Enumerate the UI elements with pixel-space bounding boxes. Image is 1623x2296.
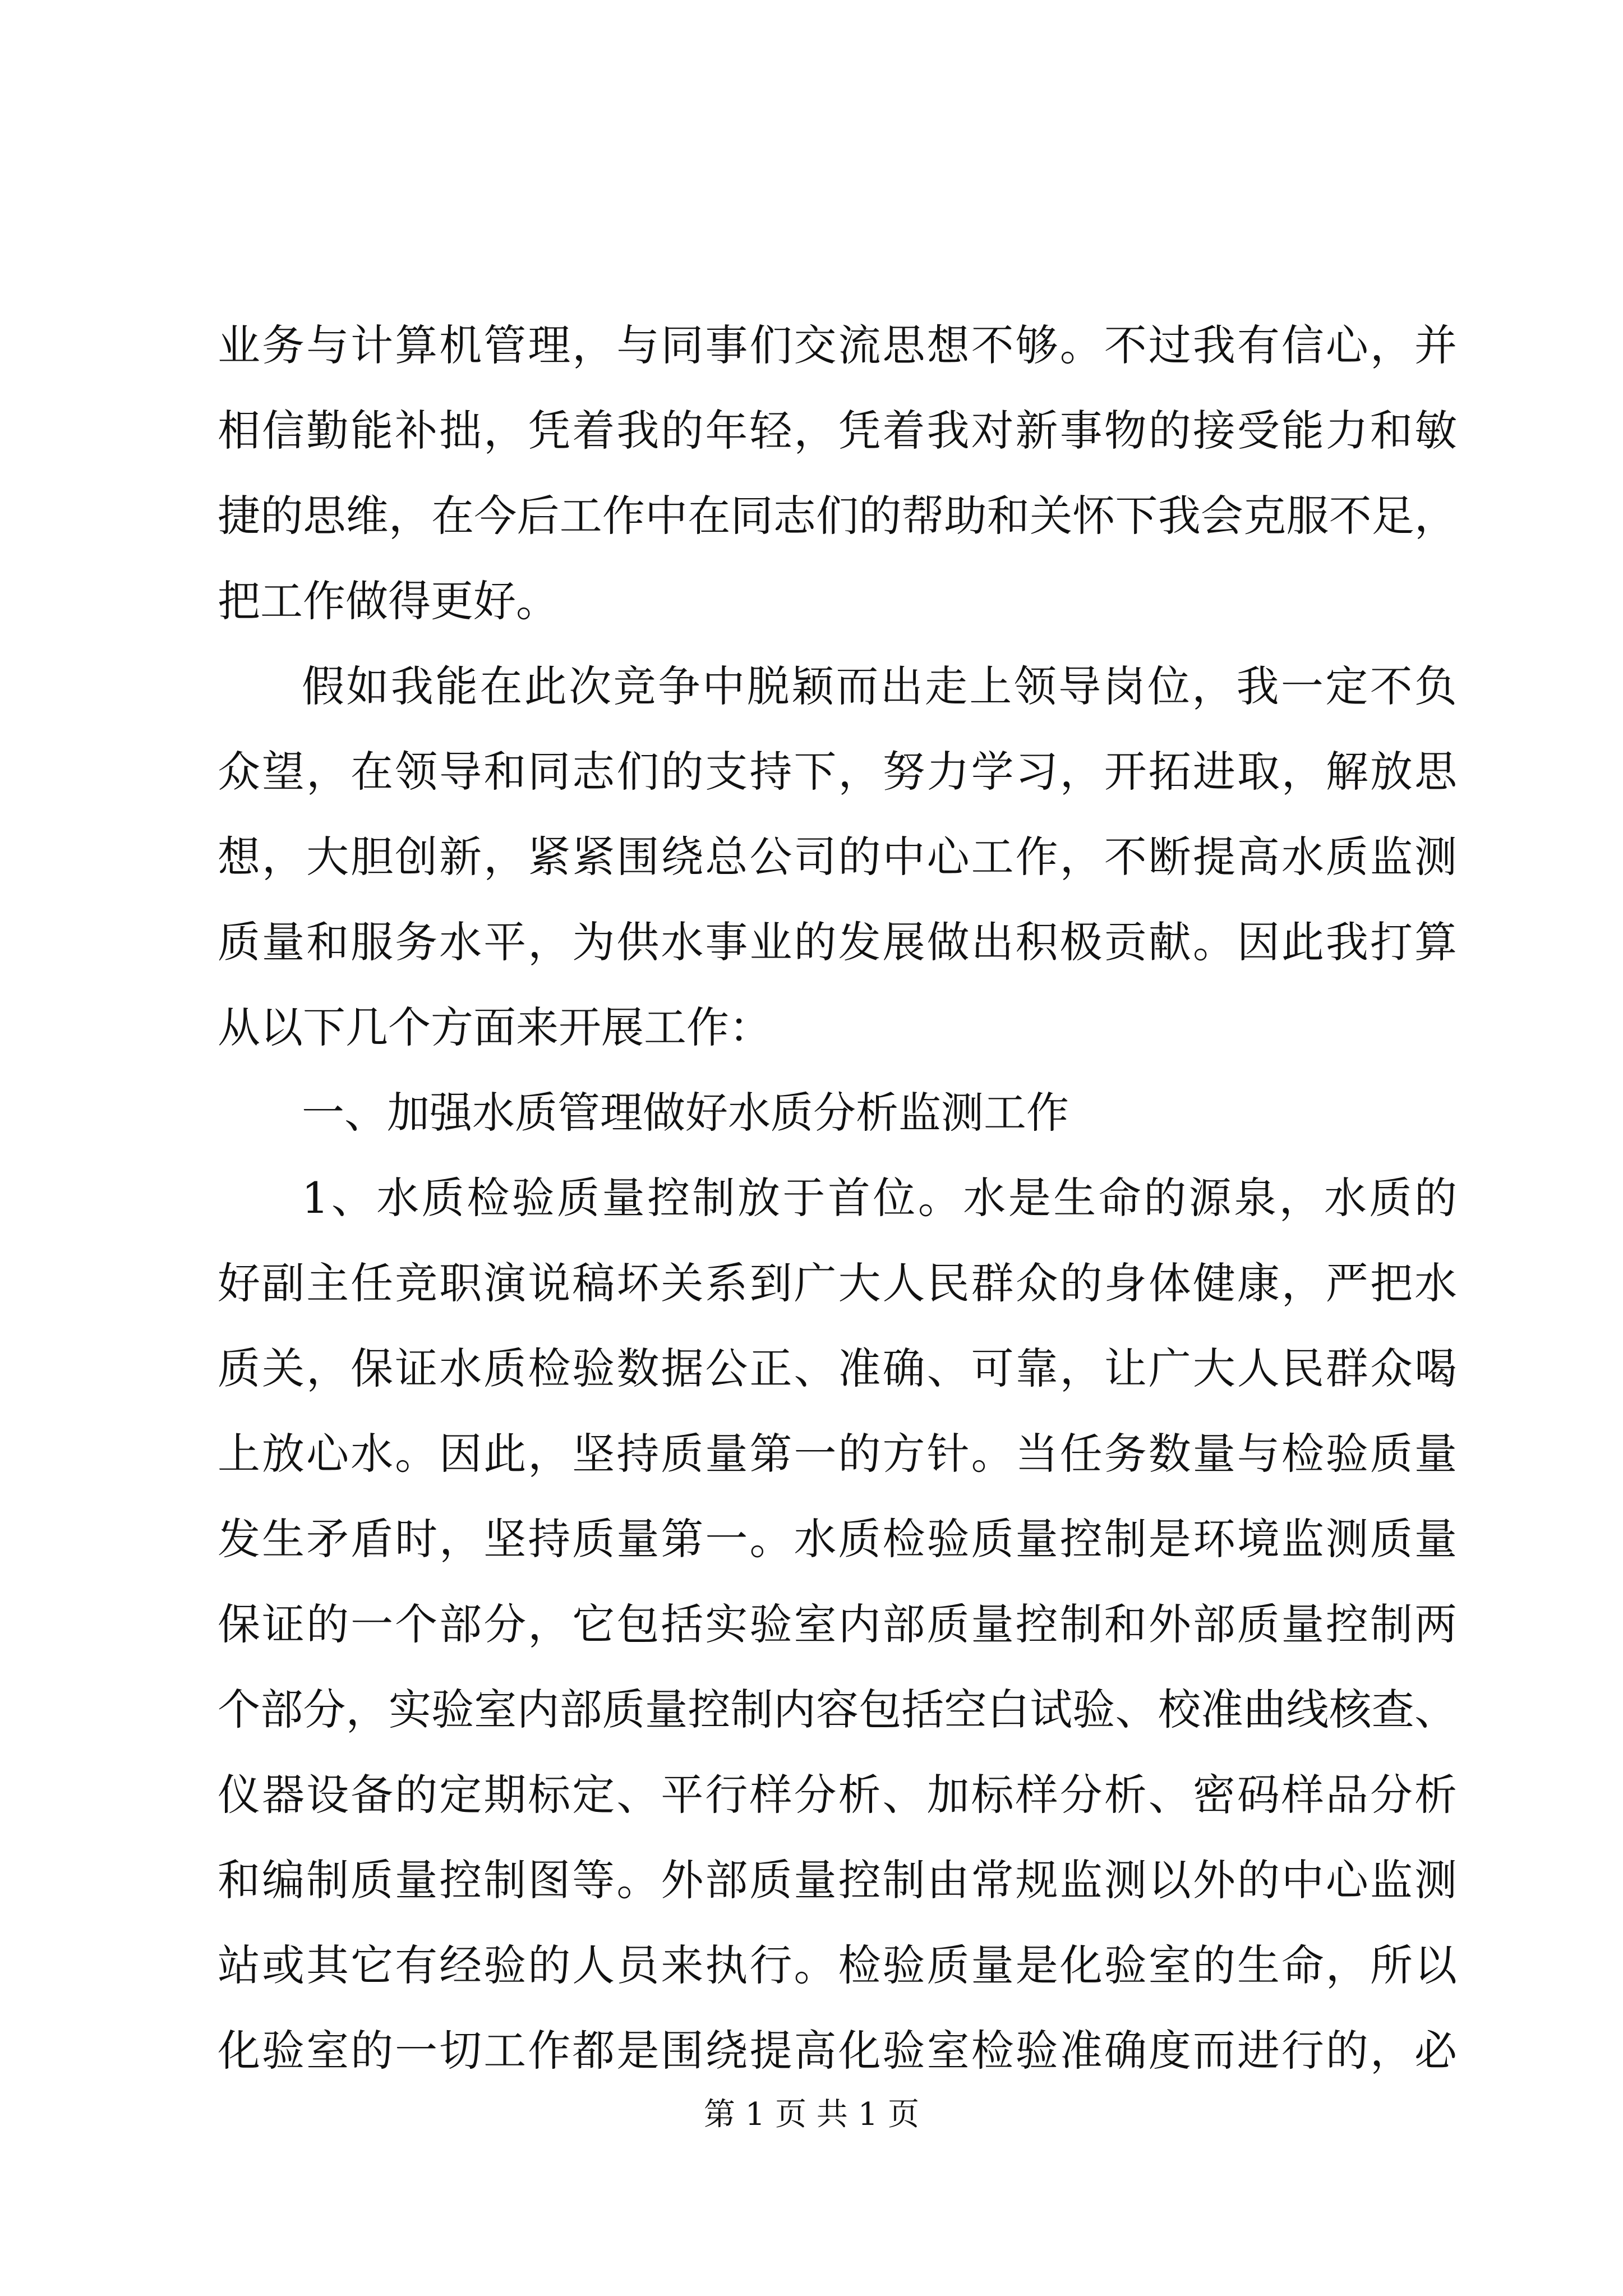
text-line: 捷的思维，在今后工作中在同志们的帮助和关怀下我会克服不足， xyxy=(218,491,1457,541)
text-line: 上放心水。因此，坚持质量第一的方针。当任务数量与检验质量 xyxy=(218,1429,1457,1479)
text-line: 业务与计算机管理，与同事们交流思想不够。不过我有信心，并 xyxy=(218,320,1457,370)
text-line: 好副主任竞职演说稿坏关系到广大人民群众的身体健康，严把水 xyxy=(218,1258,1457,1308)
section-heading: 一、加强水质管理做好水质分析监测工作 xyxy=(302,1088,1069,1138)
text-line: 相信勤能补拙，凭着我的年轻，凭着我对新事物的接受能力和敏 xyxy=(218,406,1457,455)
text-line: 想，大胆创新，紧紧围绕总公司的中心工作，不断提高水质监测 xyxy=(218,832,1457,882)
text-line: 化验室的一切工作都是围绕提高化验室检验准确度而进行的，必 xyxy=(218,2026,1457,2076)
text-line: 和编制质量控制图等。外部质量控制由常规监测以外的中心监测 xyxy=(218,1855,1457,1905)
document-body xyxy=(218,303,1457,2093)
text-line: 仪器设备的定期标定、平行样分析、加标样分析、密码样品分析 xyxy=(218,1770,1457,1820)
text-line: 众望，在领导和同志们的支持下，努力学习，开拓进取，解放思 xyxy=(218,747,1457,797)
text-line: 1、水质检验质量控制放于首位。水是生命的源泉，水质的 xyxy=(302,1173,1457,1223)
page-footer: 第 1 页 共 1 页 xyxy=(703,2096,920,2133)
text-line: 站或其它有经验的人员来执行。检验质量是化验室的生命，所以 xyxy=(218,1940,1457,1990)
text-line: 把工作做得更好。 xyxy=(218,576,559,626)
text-line: 发生矛盾时，坚持质量第一。水质检验质量控制是环境监测质量 xyxy=(218,1514,1457,1564)
text-line: 假如我能在此次竞争中脱颖而出走上领导岗位，我一定不负 xyxy=(302,661,1457,711)
text-line: 质关，保证水质检验数据公正、准确、可靠，让广大人民群众喝 xyxy=(218,1343,1457,1393)
text-line: 从以下几个方面来开展工作： xyxy=(218,1002,772,1052)
text-line: 质量和服务水平，为供水事业的发展做出积极贡献。因此我打算 xyxy=(218,917,1457,967)
text-line: 个部分，实验室内部质量控制内容包括空白试验、校准曲线核查、 xyxy=(218,1685,1457,1734)
text-line: 保证的一个部分，它包括实验室内部质量控制和外部质量控制两 xyxy=(218,1599,1457,1649)
